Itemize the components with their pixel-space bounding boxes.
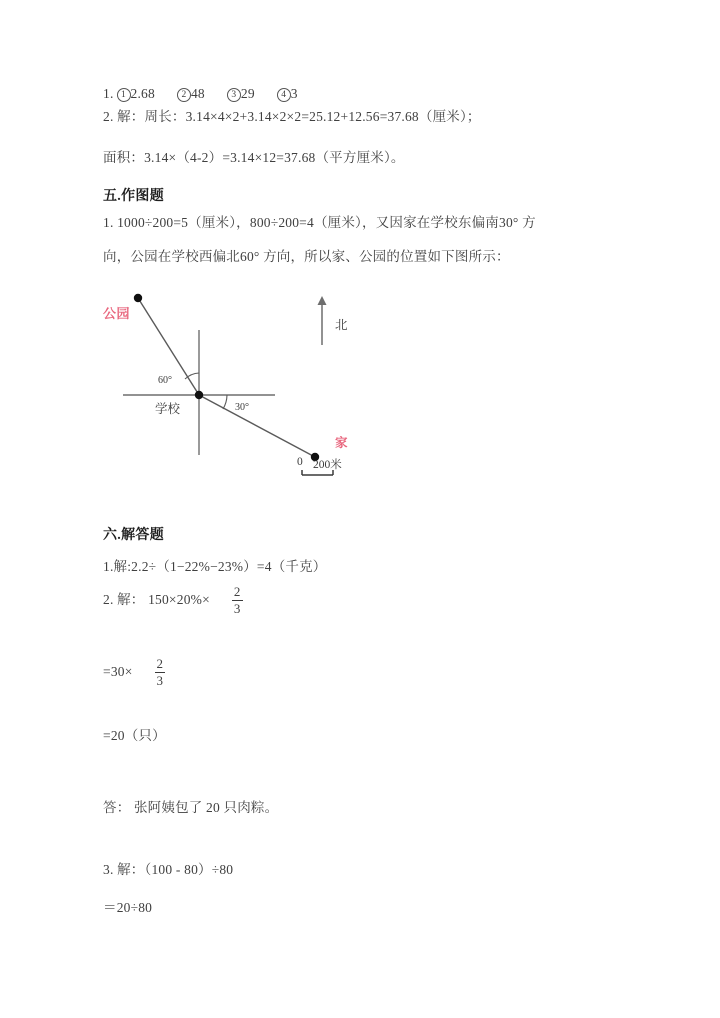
- choice-value-1: 2.68: [130, 86, 155, 101]
- scale-value-label: 200米: [313, 459, 342, 471]
- section-six-q3-line2: ＝20÷80: [103, 900, 153, 915]
- choice-marker-2: 2: [177, 88, 191, 102]
- fraction-numerator: 2: [156, 656, 164, 671]
- section-six-q2-line1: [103, 586, 243, 616]
- park-label: 公园: [103, 306, 131, 321]
- park-point: [134, 294, 142, 302]
- section-six-q2-answer: 答： 张阿姨包了 20 只肉粽。: [103, 800, 279, 815]
- section-six-q2-line3: =20（只）: [103, 728, 166, 743]
- angle-arc-30: [223, 395, 227, 409]
- choice-marker-4: 4: [277, 88, 291, 102]
- section-six-q3-line1: 3. 解：（100 - 80）÷80: [103, 862, 234, 877]
- school-point: [195, 391, 203, 399]
- choice-value-3: 29: [240, 86, 255, 101]
- home-label: 家: [335, 436, 348, 450]
- choice-value-4: 3: [290, 86, 298, 101]
- answer-line-1-prefix: 1.: [103, 86, 114, 101]
- choice-marker-3: 3: [227, 88, 241, 102]
- angle-60-label: 60°: [158, 375, 172, 386]
- section-six-q1: 1.解:2.2÷（1−22%−23%）=4（千克）: [103, 559, 327, 574]
- choice-value-2: 48: [190, 86, 205, 101]
- section-five-heading: 五.作图题: [103, 189, 164, 204]
- section-six-heading: 六.解答题: [103, 528, 164, 543]
- q2-prefix: 2. 解： 150×20%×: [103, 592, 210, 608]
- fraction-two-thirds-a: [232, 585, 243, 615]
- ray-to-home: [199, 395, 315, 457]
- section-five-line-2: 向，公园在学校西偏北60° 方向，所以家、公园的位置如下图所示：: [103, 249, 510, 264]
- fraction-denominator: 3: [156, 672, 164, 688]
- answer-line-2: 2. 解：周长：3.14×4×2+3.14×2×2=25.12+12.56=37.68（厘米）；: [103, 109, 481, 124]
- school-label: 学校: [155, 402, 181, 416]
- fraction-two-thirds-b: [155, 657, 166, 687]
- direction-diagram: [95, 285, 385, 500]
- scale-zero-label: 0: [297, 456, 303, 468]
- fraction-denominator: 3: [233, 600, 241, 616]
- north-arrow-head: [318, 296, 327, 305]
- section-six-q2-line2: [103, 658, 165, 688]
- section-five-line-1: 1. 1000÷200=5（厘米），800÷200=4（厘米），又因家在学校东偏南30° 方: [103, 215, 536, 230]
- answer-line-1: [103, 86, 298, 102]
- answer-line-3: 面积：3.14×（4-2）=3.14×12=37.68（平方厘米）。: [103, 150, 405, 165]
- fraction-numerator: 2: [233, 584, 241, 599]
- q2-line2-prefix: =30×: [103, 664, 133, 680]
- north-label: 北: [335, 318, 348, 332]
- angle-30-label: 30°: [235, 402, 249, 413]
- choice-marker-1: 1: [117, 88, 131, 102]
